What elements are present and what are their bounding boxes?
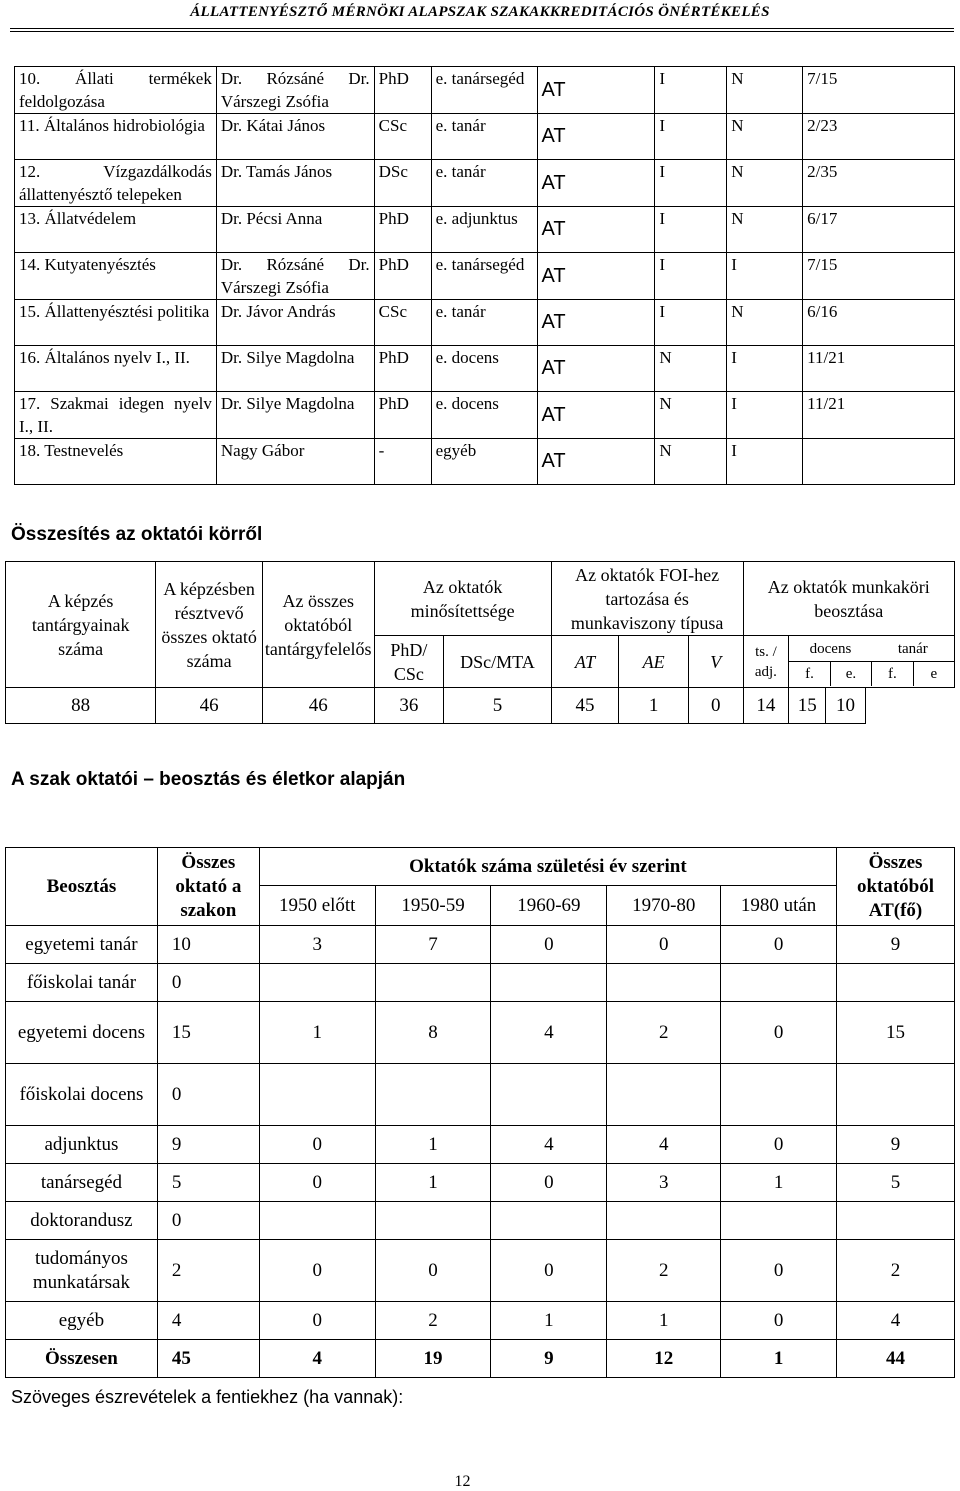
age-row-at: 15 <box>837 1002 955 1064</box>
header-rule <box>10 28 954 29</box>
header-ae: AE <box>619 636 689 688</box>
header-f1: f. <box>789 662 830 686</box>
age-row-at: 9 <box>837 1126 955 1164</box>
age-row-year-value <box>491 1202 607 1240</box>
subject-position: e. tanár <box>431 114 537 160</box>
subject-c2: I <box>727 346 803 392</box>
subject-c1: I <box>655 253 727 300</box>
age-row-year-value: 0 <box>491 1240 607 1302</box>
age-row-year-value: 3 <box>259 926 375 964</box>
page-number: 12 <box>454 1473 471 1490</box>
age-row-year-value: 0 <box>607 926 721 964</box>
subject-name: 15. Állattenyésztési politika <box>15 300 217 346</box>
age-row-total: 0 <box>157 964 259 1002</box>
summary-value: 88 <box>6 688 156 724</box>
header-e2: e <box>930 666 938 682</box>
age-row-year-value <box>721 1202 837 1240</box>
age-row-year-value <box>259 1064 375 1126</box>
age-row <box>6 1202 955 1240</box>
subject-ratio: 2/35 <box>803 160 955 207</box>
age-row <box>6 926 955 964</box>
subject-c1: I <box>655 300 727 346</box>
subject-name: 16. Általános nyelv I., II. <box>15 346 217 392</box>
age-row-at: 44 <box>837 1340 955 1378</box>
subject-ratio: 7/15 <box>803 67 955 114</box>
subject-teacher: Dr. Rózsáné Dr. Várszegi Zsófia <box>216 67 374 114</box>
age-row-year-value <box>491 964 607 1002</box>
age-row-year-value: 4 <box>259 1340 375 1378</box>
age-row-label: tanársegéd <box>6 1164 158 1202</box>
subject-c2: N <box>727 207 803 253</box>
age-row-label: egyetemi docens <box>6 1002 158 1064</box>
subject-c2: I <box>727 439 803 485</box>
subject-name: 17. Szakmai idegen nyelv I., II. <box>15 392 217 439</box>
age-row-year-value <box>607 964 721 1002</box>
subject-c1: I <box>655 207 727 253</box>
age-row-year-value <box>375 1064 491 1126</box>
subject-row <box>15 207 955 253</box>
header-ts: ts. / adj. <box>743 636 789 688</box>
subject-ratio <box>803 439 955 485</box>
subject-row <box>15 160 955 207</box>
age-row-year-value: 2 <box>375 1302 491 1340</box>
age-row-year-value: 2 <box>607 1240 721 1302</box>
age-row <box>6 1240 955 1302</box>
age-row-year-value: 0 <box>375 1240 491 1302</box>
age-row-year-value <box>721 1064 837 1126</box>
header-e1: e. <box>831 662 872 686</box>
age-row-year-value: 4 <box>491 1002 607 1064</box>
header-v: V <box>688 636 743 688</box>
age-row-year-value <box>491 1064 607 1126</box>
header-rule <box>10 31 954 32</box>
age-row-year-value <box>375 1202 491 1240</box>
subject-row <box>15 300 955 346</box>
subject-row <box>15 114 955 160</box>
subject-teacher: Dr. Kátai János <box>216 114 374 160</box>
subject-type: AT <box>537 67 655 114</box>
header-position: Az oktatók munkaköri beosztása <box>743 562 954 636</box>
header-total: Összes oktató a szakon <box>157 848 259 926</box>
subject-teacher: Dr. Pécsi Anna <box>216 207 374 253</box>
age-row-label: egyéb <box>6 1302 158 1340</box>
subject-c1: N <box>655 392 727 439</box>
age-row-year-value <box>721 964 837 1002</box>
age-row-total: 2 <box>157 1240 259 1302</box>
summary-value: 14 <box>743 688 789 724</box>
subject-row <box>15 392 955 439</box>
age-row-year-value: 0 <box>259 1164 375 1202</box>
header-year: 1960-69 <box>491 886 607 926</box>
age-row-year-value: 7 <box>375 926 491 964</box>
age-row-year-value: 1 <box>721 1340 837 1378</box>
subject-degree: - <box>374 439 431 485</box>
age-row-year-value: 9 <box>491 1340 607 1378</box>
age-row-label: Összesen <box>6 1340 158 1378</box>
header-foi: Az oktatók FOI-hez tartozása és munkaviszony típusa <box>551 562 743 636</box>
subject-position: e. docens <box>431 346 537 392</box>
subject-ratio: 2/23 <box>803 114 955 160</box>
age-row-total: 5 <box>157 1164 259 1202</box>
subject-c2: N <box>727 67 803 114</box>
age-row <box>6 1064 955 1126</box>
subject-position: e. tanár <box>431 160 537 207</box>
age-row-year-value: 0 <box>721 1002 837 1064</box>
subject-degree: PhD <box>374 207 431 253</box>
age-row <box>6 1302 955 1340</box>
header-f2: f. <box>872 662 913 686</box>
subject-c1: I <box>655 67 727 114</box>
summary-value: 46 <box>156 688 263 724</box>
header-dsc: DSc/MTA <box>444 636 552 688</box>
subject-ratio: 7/15 <box>803 253 955 300</box>
age-row-year-value: 0 <box>259 1126 375 1164</box>
subject-c1: N <box>655 346 727 392</box>
header-docens: docens <box>809 640 852 657</box>
age-row-at <box>837 964 955 1002</box>
subject-position: e. tanársegéd <box>431 253 537 300</box>
subject-ratio: 11/21 <box>803 346 955 392</box>
subject-teacher: Dr. Silye Magdolna <box>216 346 374 392</box>
age-row-year-value: 0 <box>491 1164 607 1202</box>
subject-degree: PhD <box>374 67 431 114</box>
subject-teacher: Dr. Jávor András <box>216 300 374 346</box>
age-row-total: 0 <box>157 1064 259 1126</box>
age-row-year-value: 19 <box>375 1340 491 1378</box>
age-row-at: 4 <box>837 1302 955 1340</box>
age-row-year-value: 1 <box>721 1164 837 1202</box>
age-row-at <box>837 1202 955 1240</box>
summary-value: 45 <box>551 688 619 724</box>
age-row-year-value: 4 <box>607 1126 721 1164</box>
subject-type: AT <box>537 114 655 160</box>
header-responsible: Az összes oktatóból tantárgyfelelős <box>262 562 374 688</box>
header-phd: PhD/ CSc <box>374 636 444 688</box>
header-beosztas: Beosztás <box>6 848 158 926</box>
age-row-year-value: 0 <box>259 1302 375 1340</box>
summary-value: 10 <box>826 688 866 724</box>
subject-teacher: Dr. Tamás János <box>216 160 374 207</box>
age-row-year-value: 0 <box>259 1240 375 1302</box>
subject-c2: N <box>727 114 803 160</box>
age-row-total: 15 <box>157 1002 259 1064</box>
subject-teacher: Dr. Silye Magdolna <box>216 392 374 439</box>
summary-value: 36 <box>374 688 444 724</box>
header-at: AT <box>551 636 619 688</box>
age-row-year-value <box>607 1202 721 1240</box>
subject-position: e. tanársegéd <box>431 67 537 114</box>
age-row-at: 9 <box>837 926 955 964</box>
age-row-total: 9 <box>157 1126 259 1164</box>
age-table-title: A szak oktatói – beosztás és életkor alapján <box>11 769 406 790</box>
age-row-year-value: 4 <box>491 1126 607 1164</box>
age-row-year-value: 1 <box>607 1302 721 1340</box>
subject-c2: N <box>727 300 803 346</box>
age-row-at <box>837 1064 955 1126</box>
header-total-at: Összes oktatóból AT(fő) <box>837 848 955 926</box>
subject-degree: CSc <box>374 300 431 346</box>
age-row-year-value <box>375 964 491 1002</box>
subject-ratio: 6/17 <box>803 207 955 253</box>
subject-c1: N <box>655 439 727 485</box>
subject-name: 13. Állatvédelem <box>15 207 217 253</box>
age-row-year-value <box>607 1064 721 1126</box>
subject-type: AT <box>537 300 655 346</box>
age-row-year-value: 0 <box>721 1302 837 1340</box>
age-row-year-value: 0 <box>721 926 837 964</box>
header-docens-tanar <box>789 636 955 688</box>
subject-degree: DSc <box>374 160 431 207</box>
summary-title: Összesítés az oktatói körről <box>11 524 263 545</box>
age-row-label: főiskolai docens <box>6 1064 158 1126</box>
age-row-total: 10 <box>157 926 259 964</box>
subject-type: AT <box>537 160 655 207</box>
subject-c2: I <box>727 253 803 300</box>
age-row-year-value: 0 <box>721 1240 837 1302</box>
age-row-year-value: 0 <box>491 926 607 964</box>
subject-name: 14. Kutyatenyésztés <box>15 253 217 300</box>
age-row-year-value: 3 <box>607 1164 721 1202</box>
subject-name: 12. Vízgazdálkodás állattenyésztő telepeken <box>15 160 217 207</box>
header-year: 1950 előtt <box>259 886 375 926</box>
subject-type: AT <box>537 392 655 439</box>
subject-name: 18. Testnevelés <box>15 439 217 485</box>
header-tanar: tanár <box>897 640 928 657</box>
subject-c1: I <box>655 114 727 160</box>
header-by-year: Oktatók száma születési év szerint <box>259 848 836 886</box>
summary-value: 15 <box>789 688 826 724</box>
subject-row <box>15 253 955 300</box>
subject-degree: CSc <box>374 114 431 160</box>
subject-position: e. docens <box>431 392 537 439</box>
age-row-year-value: 1 <box>259 1002 375 1064</box>
age-row-label: adjunktus <box>6 1126 158 1164</box>
subject-row <box>15 67 955 114</box>
subject-name: 10. Állati termékek feldolgozása <box>15 67 217 114</box>
age-row-year-value: 8 <box>375 1002 491 1064</box>
subject-position: e. adjunktus <box>431 207 537 253</box>
age-row-total: 4 <box>157 1302 259 1340</box>
subjects-table <box>14 66 955 485</box>
subject-c2: N <box>727 160 803 207</box>
age-row-label: doktorandusz <box>6 1202 158 1240</box>
header-qualification: Az oktatók minősítettsége <box>374 562 551 636</box>
subject-teacher: Nagy Gábor <box>216 439 374 485</box>
notes-label: Szöveges észrevételek a fentiekhez (ha vannak): <box>11 1387 404 1407</box>
age-row-year-value: 12 <box>607 1340 721 1378</box>
age-row-year-value: 1 <box>375 1164 491 1202</box>
header-year: 1970-80 <box>607 886 721 926</box>
age-row <box>6 1164 955 1202</box>
age-row <box>6 1002 955 1064</box>
page-header: ÁLLATTENYÉSZTŐ MÉRNÖKI ALAPSZAK SZAKAKKREDITÁCIÓS ÖNÉRTÉKELÉS <box>190 4 770 20</box>
subject-position: e. tanár <box>431 300 537 346</box>
subject-position: egyéb <box>431 439 537 485</box>
age-row <box>6 964 955 1002</box>
age-row-total: 45 <box>157 1340 259 1378</box>
subject-ratio: 6/16 <box>803 300 955 346</box>
age-row <box>6 1340 955 1378</box>
age-row-year-value: 1 <box>375 1126 491 1164</box>
subject-row <box>15 439 955 485</box>
subject-type: AT <box>537 253 655 300</box>
subject-degree: PhD <box>374 346 431 392</box>
age-row-at: 2 <box>837 1240 955 1302</box>
header-subjects-count: A képzés tantárgyainak száma <box>6 562 156 688</box>
age-row <box>6 1126 955 1164</box>
age-row-year-value: 0 <box>721 1126 837 1164</box>
age-row-at: 5 <box>837 1164 955 1202</box>
age-row-year-value <box>259 1202 375 1240</box>
subject-type: AT <box>537 207 655 253</box>
subject-type: AT <box>537 346 655 392</box>
summary-value: 46 <box>262 688 374 724</box>
subject-name: 11. Általános hidrobiológia <box>15 114 217 160</box>
age-row-label: egyetemi tanár <box>6 926 158 964</box>
subject-c1: I <box>655 160 727 207</box>
age-row-label: főiskolai tanár <box>6 964 158 1002</box>
summary-value: 1 <box>619 688 689 724</box>
subject-c2: I <box>727 392 803 439</box>
age-row-year-value: 1 <box>491 1302 607 1340</box>
age-row-year-value <box>259 964 375 1002</box>
summary-table <box>5 561 955 724</box>
subject-type: AT <box>537 439 655 485</box>
subject-degree: PhD <box>374 253 431 300</box>
age-row-total: 0 <box>157 1202 259 1240</box>
header-year: 1950-59 <box>375 886 491 926</box>
summary-value: 0 <box>688 688 743 724</box>
summary-value: 5 <box>444 688 552 724</box>
age-row-year-value: 2 <box>607 1002 721 1064</box>
subject-degree: PhD <box>374 392 431 439</box>
header-teachers-count: A képzésben résztvevő összes oktató száma <box>156 562 263 688</box>
subject-ratio: 11/21 <box>803 392 955 439</box>
age-table <box>5 847 955 1378</box>
subject-row <box>15 346 955 392</box>
header-year: 1980 után <box>721 886 837 926</box>
age-row-label: tudományos munkatársak <box>6 1240 158 1302</box>
subject-teacher: Dr. Rózsáné Dr. Várszegi Zsófia <box>216 253 374 300</box>
